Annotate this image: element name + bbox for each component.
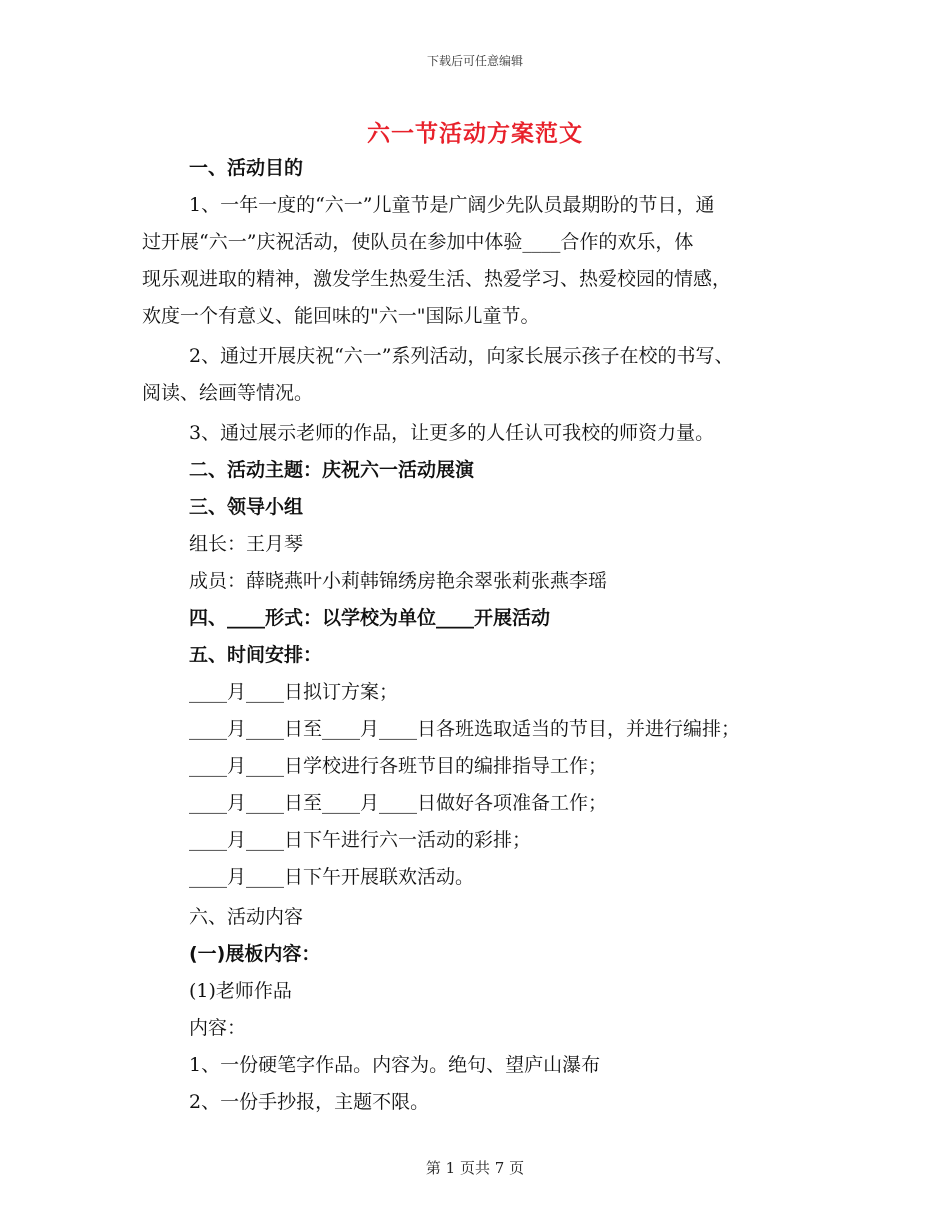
section-heading-leadership: 三、领导小组 <box>189 496 304 518</box>
schedule-item: ____月____日至____月____日各班选取适当的节目，并进行编排； <box>189 718 741 740</box>
content-item: 2、一份手抄报，主题不限。 <box>189 1091 430 1113</box>
content-item: 1、一份硬笔字作品。内容为。绝句、望庐山瀑布 <box>189 1054 601 1076</box>
content-label: 内容： <box>189 1017 247 1039</box>
schedule-item: ____月____日下午开展联欢活动。 <box>189 866 475 888</box>
header-note: 下载后可任意编辑 <box>426 54 523 68</box>
paragraph-line: 阅读、绘画等情况。 <box>142 382 314 404</box>
purpose-paragraph-2 <box>142 338 822 412</box>
schedule-item: ____月____日学校进行各班节目的编排指导工作； <box>189 755 608 777</box>
schedule-item: ____月____日拟订方案； <box>189 681 399 703</box>
section-heading-purpose: 一、活动目的 <box>189 157 304 179</box>
subsection-heading-board: (一)展板内容： <box>189 943 321 965</box>
schedule-item: ____月____日下午进行六一活动的彩排； <box>189 829 532 851</box>
paragraph-line: 现乐观进取的精神，激发学生热爱生活、热爱学习、热爱校园的情感， <box>142 268 732 290</box>
schedule-item: ____月____日至____月____日做好各项准备工作； <box>189 792 608 814</box>
purpose-paragraph-1 <box>142 187 822 335</box>
paragraph-line: 1、一年一度的“六一”儿童节是广阔少先队员最期盼的节日，通 <box>189 194 715 216</box>
page-footer: 第 1 页共 7 页 <box>425 1159 525 1177</box>
document-body <box>142 150 822 1121</box>
group-leader: 组长：王月琴 <box>189 533 304 555</box>
paragraph-line: 2、通过开展庆祝“六一”系列活动，向家长展示孩子在校的书写、 <box>189 345 734 367</box>
board-item-teacher-works: (1)老师作品 <box>189 980 292 1002</box>
section-heading-theme: 二、活动主题：庆祝六一活动展演 <box>189 459 475 481</box>
purpose-paragraph-3: 3、通过展示老师的作品，让更多的人任认可我校的师资力量。 <box>189 422 715 444</box>
section-heading-content: 六、活动内容 <box>189 906 304 928</box>
section-heading-schedule: 五、时间安排： <box>189 644 323 666</box>
paragraph-line: 欢度一个有意义、能回味的"六一"国际儿童节。 <box>142 305 540 327</box>
document-title: 六一节活动方案范文 <box>367 120 583 147</box>
paragraph-line: 过开展“六一”庆祝活动，使队员在参加中体验____合作的欢乐，体 <box>142 231 694 253</box>
schedule-list <box>142 674 822 896</box>
section-heading-format: 四、____形式：以学校为单位____开展活动 <box>189 607 551 629</box>
group-members: 成员：薛晓燕叶小莉韩锦绣房艳余翠张莉张燕李瑶 <box>189 570 608 592</box>
